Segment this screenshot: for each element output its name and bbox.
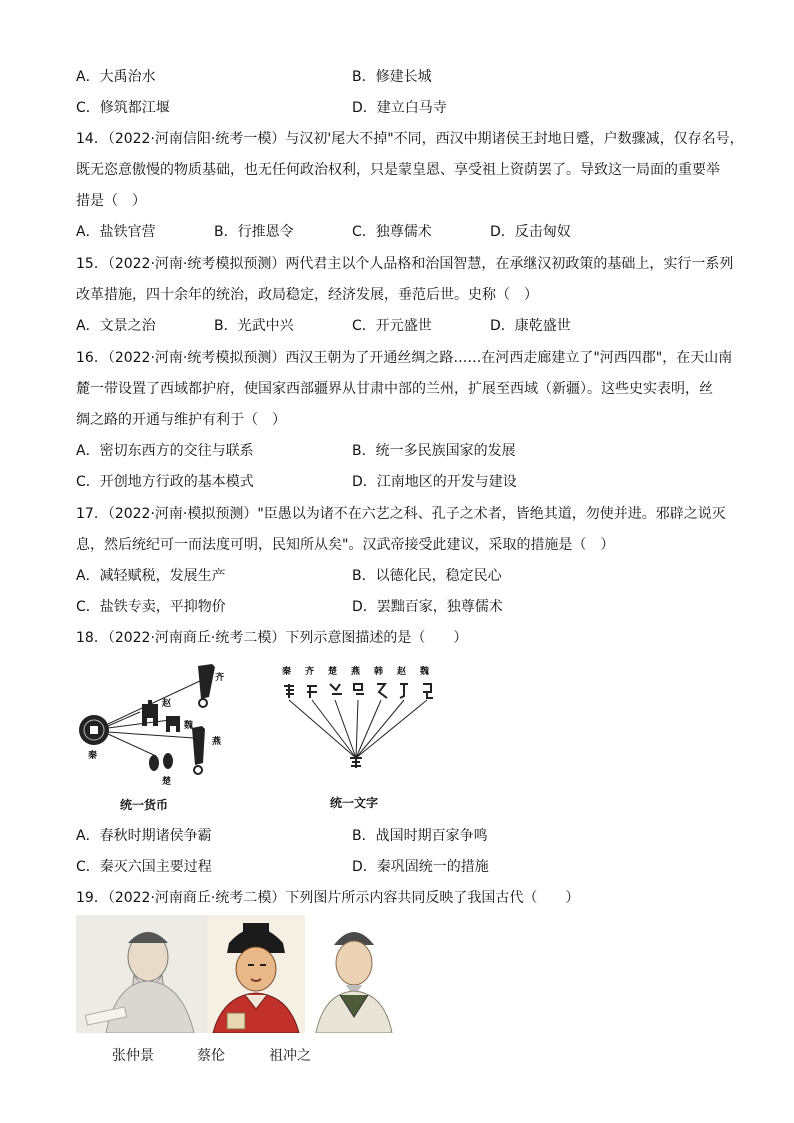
- state-name: 魏: [420, 667, 430, 677]
- writing-diagram: [280, 662, 460, 772]
- state-name: 齐: [305, 667, 315, 677]
- writing-caption: 统一文字: [330, 796, 379, 810]
- currency-caption: 统一货币: [120, 798, 169, 812]
- q14-option-b: B．行推恩令: [214, 224, 294, 240]
- wei-spade-coin-icon: [166, 716, 180, 732]
- q15-stem-line: 15．（2022·河南·统考模拟预测）两代君主以个人品格和治国智慧，在承继汉初政策的基础上，实行一系列: [76, 256, 734, 272]
- q15-option-a: A．文景之治: [76, 318, 156, 334]
- small-seal-glyph-icon: [350, 756, 362, 768]
- coin-label-wei: 魏: [184, 721, 194, 731]
- q16-option-a: A．密切东西方的交往与联系: [76, 443, 254, 459]
- state-name: 燕: [351, 667, 361, 677]
- state-name: 韩: [374, 667, 384, 677]
- q17-stem-line: 17．（2022·河南·模拟预测）"臣愚以为诸不在六艺之科、孔子之术者，皆绝其道，勿使并进。邪辟之说灭: [76, 506, 726, 522]
- writing-rays: [289, 700, 427, 758]
- q14-option-d: D．反击匈奴: [490, 224, 571, 240]
- q18-stem-line: 18．（2022·河南商丘·统考二模）下列示意图描述的是（ ）: [76, 630, 468, 646]
- state-name: 赵: [397, 667, 407, 677]
- q14-option-c: C．独尊儒术: [352, 224, 432, 240]
- q14-stem-line: 措是（ ）: [76, 193, 146, 209]
- state-name: 秦: [282, 667, 292, 677]
- q14-option-a: A．盐铁官营: [76, 224, 156, 240]
- q18-option-a: A．春秋时期诸侯争霸: [76, 828, 212, 844]
- q15-stem-line: 改革措施，四十余年的统治，政局稳定，经济发展，垂范后世。史称（ ）: [76, 287, 538, 303]
- q13-option-c: C．修筑都江堰: [76, 100, 170, 116]
- chu-ant-nose-coin-icon: [149, 753, 173, 771]
- q19-stem-line: 19．（2022·河南商丘·统考二模）下列图片所示内容共同反映了我国古代（ ）: [76, 890, 580, 906]
- coin-label-qi: 齐: [215, 673, 225, 683]
- q15-option-c: C．开元盛世: [352, 318, 432, 334]
- q13-option-a: A．大禹治水: [76, 69, 156, 85]
- portrait-name-zu-chongzhi: 祖冲之: [269, 1048, 311, 1064]
- q18-option-b: B．战国时期百家争鸣: [352, 828, 488, 844]
- q15-option-d: D．康乾盛世: [490, 318, 571, 334]
- q14-stem-line: 既无恣意傲慢的物质基础，也无任何政治权利，只是蒙皇恩、享受祖上资荫罢了。导致这一局面的重要举: [76, 162, 720, 178]
- q16-stem-line: 麓一带设置了西域都护府，使国家西部疆界从甘肃中部的兰州，扩展至西域（新疆）。这些史实表明，丝: [76, 381, 713, 397]
- currency-diagram: [74, 660, 254, 790]
- state-name: 楚: [328, 667, 338, 677]
- q16-option-d: D．江南地区的开发与建设: [352, 474, 517, 490]
- cai-lun-portrait: [207, 915, 305, 1033]
- yan-knife-coin-icon: [192, 726, 205, 774]
- q16-stem-line: 16．（2022·河南·统考模拟预测）西汉王朝为了开通丝绸之路……在河西走廊建立了"河西四郡"，在天山南: [76, 350, 733, 366]
- q18-option-c: C．秦灭六国主要过程: [76, 859, 212, 875]
- q13-option-d: D．建立白马寺: [352, 100, 447, 116]
- q16-option-c: C．开创地方行政的基本模式: [76, 474, 254, 490]
- q14-stem-line: 14．（2022·河南信阳·统考一模）与汉初'尾大不掉"不同，西汉中期诸侯王封地日蹙，户数骤减，仅存名号，: [76, 131, 744, 147]
- q17-option-d: D．罢黜百家，独尊儒术: [352, 599, 503, 615]
- q17-stem-line: 息，然后统纪可一而法度可明，民知所从矣"。汉武帝接受此建议，采取的措施是（ ）: [76, 537, 615, 553]
- q17-option-c: C．盐铁专卖，平抑物价: [76, 599, 226, 615]
- zu-chongzhi-portrait: [310, 915, 398, 1033]
- qin-coin-icon: [79, 715, 109, 745]
- portrait-name-cai-lun: 蔡伦: [197, 1048, 225, 1064]
- coin-label-chu: 楚: [162, 777, 172, 787]
- coin-label-zhao: 赵: [162, 699, 172, 709]
- q15-option-b: B．光武中兴: [214, 318, 294, 334]
- qi-knife-coin-icon: [198, 664, 215, 707]
- zhang-zhongjing-portrait: [76, 915, 207, 1033]
- q17-option-a: A．减轻赋税，发展生产: [76, 568, 226, 584]
- coin-label-qin: 秦: [88, 751, 98, 761]
- q18-option-d: D．秦巩固统一的措施: [352, 859, 489, 875]
- ancient-glyph-icons: [284, 684, 433, 698]
- coin-label-yan: 燕: [212, 737, 222, 747]
- portrait-name-zhang-zhongjing: 张仲景: [112, 1048, 154, 1064]
- q17-option-b: B．以德化民，稳定民心: [352, 568, 502, 584]
- q16-option-b: B．统一多民族国家的发展: [352, 443, 516, 459]
- q13-option-b: B．修建长城: [352, 69, 432, 85]
- q16-stem-line: 绸之路的开通与维护有利于（ ）: [76, 412, 286, 428]
